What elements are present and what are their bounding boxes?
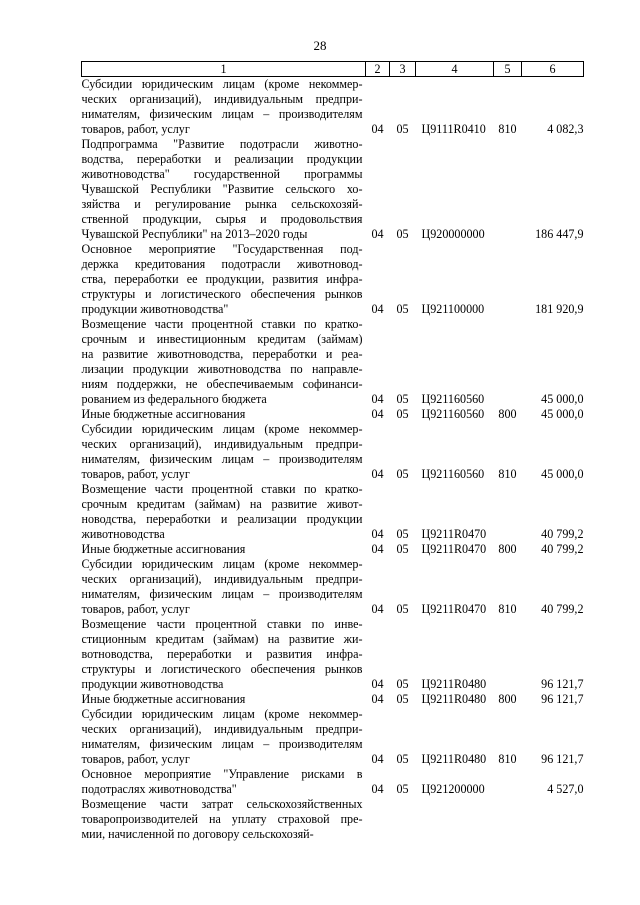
amount-value: 181 920,9 [535, 302, 584, 316]
target-article-code: Ц920000000 [421, 227, 485, 241]
section-code: 04 [371, 542, 384, 556]
description-line: ческих организаций), индивидуальным предпри- [81, 572, 363, 586]
description-line: животноводства [81, 527, 165, 541]
row-description [82, 692, 366, 707]
table-row [82, 542, 584, 557]
table-row [82, 692, 584, 707]
target-article-code: Ц9211R0470 [421, 542, 487, 556]
row-description [82, 797, 366, 842]
description-line: Чувашской Республики "Развитие сельского хо- [81, 182, 363, 196]
table-body [82, 77, 584, 843]
amount-value: 40 799,2 [541, 542, 584, 556]
subsection-code: 05 [396, 302, 409, 316]
section-code: 04 [371, 602, 384, 616]
section-code: 04 [371, 407, 384, 421]
column-header: 2 [366, 62, 390, 77]
amount-value [522, 797, 584, 842]
target-article-code: Ц9211R0470 [421, 527, 487, 541]
table-row [82, 557, 584, 617]
description-line: Возмещение части процентной ставки по кратко- [81, 317, 363, 331]
table-row [82, 797, 584, 842]
section-code: 04 [371, 302, 384, 316]
amount-value: 45 000,0 [541, 392, 584, 406]
table-row [82, 242, 584, 317]
section-code: 04 [371, 752, 384, 766]
expense-type-code: 810 [498, 752, 517, 766]
amount-value: 186 447,9 [535, 227, 584, 241]
section-code: 04 [371, 692, 384, 706]
expense-type-code [494, 767, 522, 797]
table-header-row [82, 62, 584, 77]
description-line: продукции животноводства [81, 677, 224, 691]
expense-type-code: 800 [498, 407, 517, 421]
table-row [82, 77, 584, 138]
description-line: срочным кредитам (займам) на развитие живот- [81, 497, 363, 511]
amount-value: 96 121,7 [541, 692, 584, 706]
description-line: водства, переработки и реализации продукции [81, 152, 363, 166]
column-header: 6 [522, 62, 584, 77]
target-article-code: Ц921160560 [421, 392, 485, 406]
subsection-code: 05 [396, 122, 409, 136]
subsection-code: 05 [396, 392, 409, 406]
amount-value: 96 121,7 [541, 677, 584, 691]
description-line: товаров, работ, услуг [81, 752, 190, 766]
section-code: 04 [371, 677, 384, 691]
description-line: Субсидии юридическим лицам (кроме некоммер- [81, 707, 363, 721]
description-line: Основное мероприятие "Государственная под- [81, 242, 363, 256]
amount-value: 40 799,2 [541, 602, 584, 616]
subsection-code: 05 [396, 227, 409, 241]
row-description [82, 542, 366, 557]
page-number: 28 [313, 38, 327, 53]
amount-value: 96 121,7 [541, 752, 584, 766]
description-line: срочным и инвестиционным кредитам (займам) [81, 332, 363, 346]
section-code: 04 [371, 467, 384, 481]
target-article-code: Ц9211R0480 [421, 692, 487, 706]
section-code: 04 [371, 227, 384, 241]
description-line: Субсидии юридическим лицам (кроме некоммер- [81, 422, 363, 436]
target-article-code: Ц9211R0480 [421, 677, 487, 691]
row-description [82, 407, 366, 422]
expense-type-code [494, 242, 522, 317]
subsection-code: 05 [396, 527, 409, 541]
row-description [82, 557, 366, 617]
column-header: 3 [390, 62, 416, 77]
expense-type-code: 800 [498, 692, 517, 706]
description-line: Иные бюджетные ассигнования [81, 542, 246, 556]
table-row [82, 767, 584, 797]
expense-type-code [494, 797, 522, 842]
column-header: 1 [82, 62, 366, 77]
table-row [82, 317, 584, 407]
description-line: товаров, работ, услуг [81, 467, 190, 481]
description-line: нимателям, физическим лицам – производителям [81, 452, 363, 466]
amount-value: 45 000,0 [541, 407, 584, 421]
expense-type-code [494, 137, 522, 242]
description-line: ческих организаций), индивидуальным предпри- [81, 722, 363, 736]
description-line: зяйства и регулирование рынка сельскохозяй- [81, 197, 363, 211]
description-line: Основное мероприятие "Управление рисками в [81, 767, 363, 781]
section-code: 04 [371, 122, 384, 136]
target-article-code: Ц9211R0470 [421, 602, 487, 616]
description-line: новодства, переработки и реализации продукции [81, 512, 363, 526]
column-header: 4 [416, 62, 494, 77]
amount-value: 40 799,2 [541, 527, 584, 541]
description-line: ческих организаций), индивидуальным предпри- [81, 92, 363, 106]
target-article-code: Ц9111R0410 [421, 122, 486, 136]
expense-type-code: 810 [498, 122, 517, 136]
description-line: структуры и логистического обеспечения рынков [81, 662, 363, 676]
budget-table [81, 61, 584, 842]
description-line: лизации продукции животноводства по направле- [81, 362, 363, 376]
description-line: Подпрограмма "Развитие подотрасли животно- [81, 137, 363, 151]
description-line: стиционным кредитам (займам) на развитие жи- [81, 632, 363, 646]
description-line: Возмещение части процентной ставки по кратко- [81, 482, 363, 496]
row-description [82, 242, 366, 317]
target-article-code: Ц921160560 [421, 407, 485, 421]
expense-type-code [494, 317, 522, 407]
description-line: нимателям, физическим лицам – производителям [81, 107, 363, 121]
table-row [82, 137, 584, 242]
amount-value: 4 082,3 [547, 122, 584, 136]
section-code: 04 [371, 527, 384, 541]
subsection-code: 05 [396, 692, 409, 706]
subsection-code [390, 797, 416, 842]
table-row [82, 422, 584, 482]
amount-value: 45 000,0 [541, 467, 584, 481]
row-description [82, 422, 366, 482]
subsection-code: 05 [396, 782, 409, 796]
row-description [82, 317, 366, 407]
expense-type-code: 810 [498, 602, 517, 616]
target-article-code: Ц921200000 [421, 782, 485, 796]
description-line: нимателям, физическим лицам – производителям [81, 587, 363, 601]
subsection-code: 05 [396, 407, 409, 421]
target-article-code [416, 797, 494, 842]
description-line: Чувашской Республики" на 2013–2020 годы [81, 227, 308, 241]
description-line: структуры и логистического обеспечения рынков [81, 287, 363, 301]
subsection-code: 05 [396, 542, 409, 556]
target-article-code: Ц9211R0480 [421, 752, 487, 766]
expense-type-code [494, 617, 522, 692]
table-row [82, 617, 584, 692]
row-description [82, 137, 366, 242]
description-line: Иные бюджетные ассигнования [81, 407, 246, 421]
row-description [82, 77, 366, 138]
description-line: нимателям, физическим лицам – производителям [81, 737, 363, 751]
subsection-code: 05 [396, 677, 409, 691]
table-row [82, 482, 584, 542]
target-article-code: Ц921160560 [421, 467, 485, 481]
description-line: Иные бюджетные ассигнования [81, 692, 246, 706]
description-line: мии, начисленной по договору сельскохозяй- [81, 827, 314, 841]
description-line: ства, переработки ее продукции, развития инфра- [81, 272, 363, 286]
description-line: подотраслях животноводства" [81, 782, 237, 796]
description-line: товаров, работ, услуг [81, 602, 190, 616]
row-description [82, 767, 366, 797]
subsection-code: 05 [396, 752, 409, 766]
description-line: ственной продукции, сырья и продовольствия [81, 212, 363, 226]
description-line: продукции животноводства" [81, 302, 229, 316]
description-line: вотноводства, переработки и развития инфра- [81, 647, 363, 661]
description-line: товаров, работ, услуг [81, 122, 190, 136]
subsection-code: 05 [396, 467, 409, 481]
expense-type-code: 810 [498, 467, 517, 481]
description-line: товаропроизводителей на уплату страховой пре- [81, 812, 363, 826]
section-code: 04 [371, 392, 384, 406]
amount-value: 4 527,0 [547, 782, 584, 796]
description-line: на развитие животноводства, переработки и реа- [81, 347, 363, 361]
row-description [82, 707, 366, 767]
description-line: Возмещение части затрат сельскохозяйственных [81, 797, 363, 811]
subsection-code: 05 [396, 602, 409, 616]
column-header: 5 [494, 62, 522, 77]
table-row [82, 407, 584, 422]
description-line: ческих организаций), индивидуальным предпри- [81, 437, 363, 451]
expense-type-code: 800 [498, 542, 517, 556]
description-line: рованием из федерального бюджета [81, 392, 267, 406]
row-description [82, 617, 366, 692]
description-line: Субсидии юридическим лицам (кроме некоммер- [81, 557, 363, 571]
section-code: 04 [371, 782, 384, 796]
row-description [82, 482, 366, 542]
target-article-code: Ц921100000 [421, 302, 485, 316]
description-line: животноводства" государственной программы [81, 167, 363, 181]
section-code [366, 797, 390, 842]
table-row [82, 707, 584, 767]
expense-type-code [494, 482, 522, 542]
description-line: Субсидии юридическим лицам (кроме некоммер- [81, 77, 363, 91]
description-line: ниям поддержки, не обеспечиваемым софинанси- [81, 377, 363, 391]
description-line: Возмещение части процентной ставки по инве- [81, 617, 363, 631]
description-line: держка кредитования подотрасли животновод- [81, 257, 363, 271]
